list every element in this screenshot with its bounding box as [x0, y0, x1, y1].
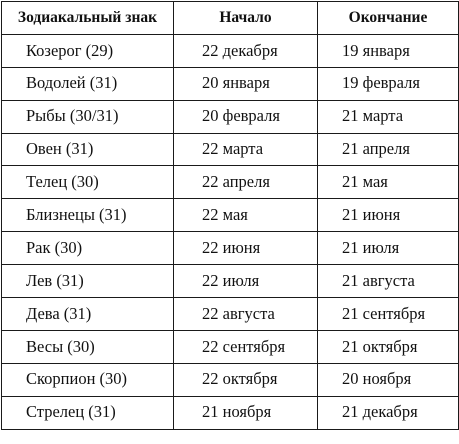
sign-cell: Дева (31) [2, 298, 174, 331]
end-cell: 21 мая [318, 166, 459, 199]
table-row [2, 265, 459, 298]
table-row [2, 100, 459, 133]
start-cell: 22 сентября [174, 330, 318, 363]
table-row [2, 363, 459, 396]
sign-cell: Стрелец (31) [2, 396, 174, 429]
start-cell: 22 августа [174, 298, 318, 331]
start-cell: 21 ноября [174, 396, 318, 429]
end-cell: 19 января [318, 34, 459, 67]
sign-cell: Лев (31) [2, 265, 174, 298]
table-row [2, 298, 459, 331]
start-cell: 20 февраля [174, 100, 318, 133]
sign-cell: Рак (30) [2, 232, 174, 265]
start-cell: 22 апреля [174, 166, 318, 199]
end-cell: 19 февраля [318, 67, 459, 100]
sign-cell: Водолей (31) [2, 67, 174, 100]
sign-cell: Скорпион (30) [2, 363, 174, 396]
zodiac-table [1, 1, 459, 430]
table-header [2, 2, 459, 35]
start-cell: 22 мая [174, 199, 318, 232]
table-row [2, 133, 459, 166]
sign-cell: Телец (30) [2, 166, 174, 199]
end-cell: 21 октября [318, 330, 459, 363]
end-cell: 21 марта [318, 100, 459, 133]
header-end: Окончание [318, 2, 459, 35]
end-cell: 21 июля [318, 232, 459, 265]
table-row [2, 232, 459, 265]
sign-cell: Близнецы (31) [2, 199, 174, 232]
end-cell: 21 августа [318, 265, 459, 298]
header-row [2, 2, 459, 35]
table-row [2, 199, 459, 232]
table-row [2, 34, 459, 67]
table-row [2, 396, 459, 429]
end-cell: 21 апреля [318, 133, 459, 166]
start-cell: 22 марта [174, 133, 318, 166]
header-start: Начало [174, 2, 318, 35]
start-cell: 22 декабря [174, 34, 318, 67]
end-cell: 21 июня [318, 199, 459, 232]
start-cell: 22 октября [174, 363, 318, 396]
table-row [2, 330, 459, 363]
start-cell: 20 января [174, 67, 318, 100]
table-row [2, 67, 459, 100]
end-cell: 21 декабря [318, 396, 459, 429]
table-body [2, 34, 459, 429]
sign-cell: Овен (31) [2, 133, 174, 166]
table-row [2, 166, 459, 199]
header-sign: Зодиакальный знак [2, 2, 174, 35]
sign-cell: Рыбы (30/31) [2, 100, 174, 133]
start-cell: 22 июля [174, 265, 318, 298]
sign-cell: Весы (30) [2, 330, 174, 363]
end-cell: 21 сентября [318, 298, 459, 331]
end-cell: 20 ноября [318, 363, 459, 396]
start-cell: 22 июня [174, 232, 318, 265]
sign-cell: Козерог (29) [2, 34, 174, 67]
